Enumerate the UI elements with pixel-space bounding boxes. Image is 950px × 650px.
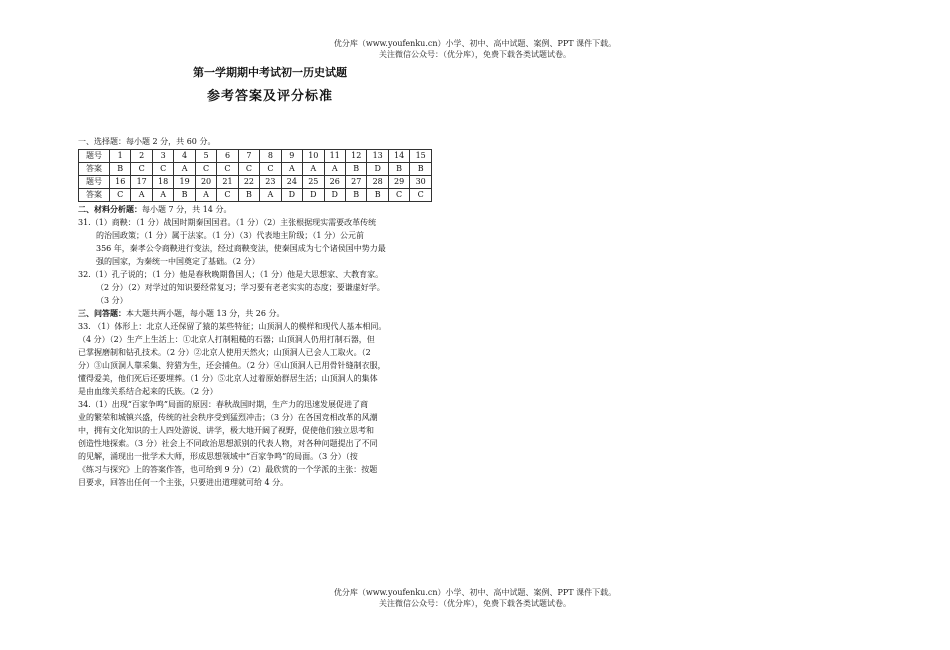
table-cell: A xyxy=(195,189,216,202)
table-cell: 29 xyxy=(388,176,409,189)
table-cell: 10 xyxy=(303,150,324,163)
table-cell: 18 xyxy=(152,176,173,189)
table-cell: C xyxy=(217,189,238,202)
row-label: 题号 xyxy=(79,176,110,189)
q34-line: 业的繁荣和城镇兴盛，传统的社会秩序受到猛烈冲击；（3 分）在各国竞相改革的风潮 xyxy=(78,413,378,422)
table-cell: 24 xyxy=(281,176,302,189)
site-header-line1: 优分库（www.youfenku.cn）小学、初中、高中试题、案例、PPT 课件下载。 xyxy=(333,39,617,48)
answer-table xyxy=(78,149,432,202)
q31-line: 356 年，秦孝公令商鞅进行变法，经过商鞅变法，使秦国成为七个诸侯国中势力最 xyxy=(96,244,386,253)
site-header-line2: 关注微信公众号：（优分库），免费下载各类试题试卷。 xyxy=(379,50,571,59)
q34-line: 目要求，回答出任何一个主张，只要进出道理就可给 4 分。 xyxy=(78,478,289,487)
table-cell: C xyxy=(388,189,409,202)
table-cell: C xyxy=(152,163,173,176)
table-cell: D xyxy=(303,189,324,202)
table-row-answers1 xyxy=(79,163,432,176)
q33-line: 33. （1）体形上：北京人还保留了猿的某些特征；山顶洞人的模样和现代人基本相同。 xyxy=(78,322,387,331)
table-cell: 3 xyxy=(152,150,173,163)
exam-title: 第一学期期中考试初一历史试题 xyxy=(193,66,347,79)
section1-heading: 一、选择题：每小题 2 分，共 60 分。 xyxy=(78,137,216,146)
table-cell: D xyxy=(324,189,345,202)
table-cell: C xyxy=(110,189,131,202)
q31-line: 的治国政策；（1 分）属于法家。（1 分）（3）代表地主阶级；（1 分）公元前 xyxy=(96,231,364,240)
site-header-top xyxy=(300,38,650,60)
table-cell: D xyxy=(281,189,302,202)
table-cell: A xyxy=(324,163,345,176)
table-cell: 15 xyxy=(410,150,432,163)
table-cell: C xyxy=(410,189,432,202)
table-cell: B xyxy=(367,189,388,202)
table-cell: C xyxy=(238,163,259,176)
table-cell: 1 xyxy=(110,150,131,163)
q32-line: 32.（1）孔子说的；（1 分）他是春秋晚期鲁国人；（1 分）他是大思想家、大教育家。 xyxy=(78,270,384,279)
q34-line: 34.（1）出现“百家争鸣”局面的原因：春秋战国时期，生产力的迅速发展促进了商 xyxy=(78,400,368,409)
table-row-nums1 xyxy=(79,150,432,163)
table-cell: 19 xyxy=(174,176,195,189)
q33-line: 已掌握磨制和钻孔技术。（2 分）②北京人使用天然火；山顶洞人已会人工取火。（2 xyxy=(78,348,371,357)
table-cell: A xyxy=(260,189,281,202)
table-cell: B xyxy=(345,163,366,176)
table-cell: 9 xyxy=(281,150,302,163)
table-cell: 21 xyxy=(217,176,238,189)
exam-subtitle: 参考答案及评分标准 xyxy=(206,89,333,104)
q31-line: 31.（1）商鞅：（1 分）战国时期秦国国君。（1 分）（2）主张根据现实需要改革传统 xyxy=(78,218,377,227)
table-cell: B xyxy=(388,163,409,176)
row-label: 答案 xyxy=(79,163,110,176)
site-footer-line2: 关注微信公众号：（优分库），免费下载各类试题试卷。 xyxy=(379,599,571,608)
table-cell: 4 xyxy=(174,150,195,163)
table-cell: 12 xyxy=(345,150,366,163)
q33-line: 懂得爱美，他们死后还要埋葬。（1 分）⑤北京人过着原始群居生活；山顶洞人的集体 xyxy=(78,374,378,383)
table-cell: 5 xyxy=(195,150,216,163)
table-cell: 28 xyxy=(367,176,388,189)
q32-line: （3 分） xyxy=(96,296,128,305)
table-cell: 26 xyxy=(324,176,345,189)
table-cell: B xyxy=(345,189,366,202)
q34-line: 中，拥有文化知识的士人四处游说、讲学，极大地开阔了视野，促使他们独立思考和 xyxy=(78,426,374,435)
table-row-nums2 xyxy=(79,176,432,189)
q33-line: 分）③山顶洞人靠采集、狩猎为生，还会捕鱼。（2 分）④山顶洞人已用骨针缝制衣服， xyxy=(78,361,386,370)
table-cell: A xyxy=(281,163,302,176)
answer-content xyxy=(78,135,434,489)
table-cell: 11 xyxy=(324,150,345,163)
table-cell: 17 xyxy=(131,176,152,189)
table-cell: B xyxy=(238,189,259,202)
q34-line: 《练习与探究》上的答案作答，也可给到 9 分）（2）最欣赏的一个学派的主张：按题 xyxy=(78,465,378,474)
site-footer-line1: 优分库（www.youfenku.cn）小学、初中、高中试题、案例、PPT 课件下载。 xyxy=(333,588,617,597)
row-label: 题号 xyxy=(79,150,110,163)
table-cell: 2 xyxy=(131,150,152,163)
table-cell: 27 xyxy=(345,176,366,189)
table-cell: 8 xyxy=(260,150,281,163)
table-cell: 25 xyxy=(303,176,324,189)
q33-line: 是由血缘关系结合起来的氏族。（2 分） xyxy=(78,387,218,396)
table-cell: 20 xyxy=(195,176,216,189)
section3-heading-bold: 三、问答题： xyxy=(78,308,126,318)
table-cell: C xyxy=(195,163,216,176)
table-cell: 22 xyxy=(238,176,259,189)
section2-heading-bold: 二、材料分析题： xyxy=(78,204,142,214)
table-cell: 7 xyxy=(238,150,259,163)
table-row-answers2 xyxy=(79,189,432,202)
section2-heading xyxy=(78,203,434,216)
table-cell: D xyxy=(367,163,388,176)
table-cell: C xyxy=(260,163,281,176)
q33-line: （4 分）（2）生产上生活上：①北京人打制粗糙的石器；山顶洞人仍用打制石器，但 xyxy=(78,335,375,344)
table-cell: 30 xyxy=(410,176,432,189)
table-cell: C xyxy=(217,163,238,176)
table-cell: A xyxy=(131,189,152,202)
q32-line: （2 分）（2）对学过的知识要经常复习；学习要有老老实实的态度；要谦虚好学。 xyxy=(96,283,385,292)
table-cell: A xyxy=(174,163,195,176)
q31-line: 强的国家，为秦统一中国奠定了基础。（2 分） xyxy=(96,257,260,266)
table-cell: C xyxy=(131,163,152,176)
table-cell: 13 xyxy=(367,150,388,163)
table-cell: 6 xyxy=(217,150,238,163)
table-cell: A xyxy=(303,163,324,176)
table-cell: B xyxy=(110,163,131,176)
table-cell: A xyxy=(152,189,173,202)
section2-heading-rest: 每小题 7 分，共 14 分。 xyxy=(142,205,232,214)
row-label: 答案 xyxy=(79,189,110,202)
table-cell: 23 xyxy=(260,176,281,189)
table-cell: 14 xyxy=(388,150,409,163)
q34-line: 的见解，涌现出一批学术大师，形成思想领域中“百家争鸣”的局面。（3 分）（按 xyxy=(78,452,358,461)
table-cell: B xyxy=(174,189,195,202)
table-cell: B xyxy=(410,163,432,176)
table-cell: 16 xyxy=(110,176,131,189)
section3-heading xyxy=(78,307,434,320)
section3-heading-rest: 本大题共两小题，每小题 13 分，共 26 分。 xyxy=(126,309,285,318)
q34-line: 创造性地探索。（3 分）社会上不同政治思想派别的代表人物，对各种问题提出了不同 xyxy=(78,439,378,448)
site-footer xyxy=(300,587,650,609)
